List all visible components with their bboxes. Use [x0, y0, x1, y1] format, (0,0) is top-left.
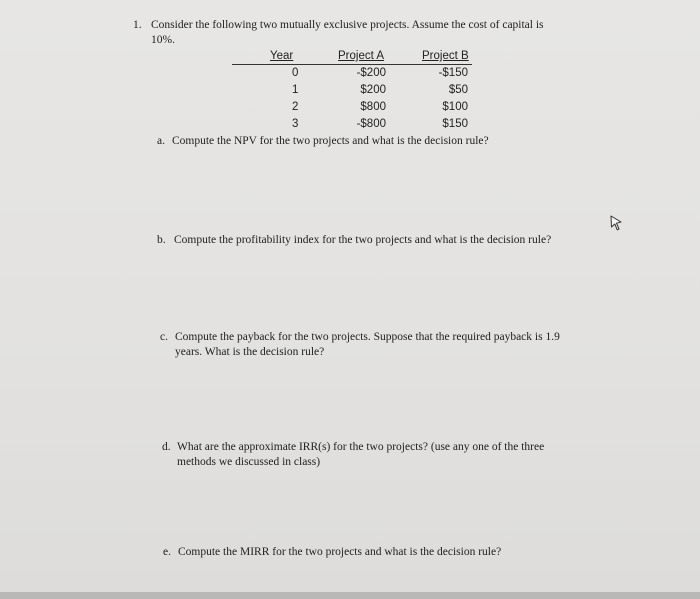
project-a-cell: -$800 — [356, 118, 386, 130]
project-b-cell: -$150 — [438, 67, 468, 79]
part-d-text-line2: methods we discussed in class) — [177, 456, 321, 468]
part-a-text: Compute the NPV for the two projects and what is the decision rule? — [172, 135, 489, 147]
part-c-text-line1: Compute the payback for the two projects. Suppose that the required payback is 1.9 — [175, 331, 560, 343]
project-b-cell: $150 — [442, 118, 468, 130]
year-cell: 3 — [292, 118, 299, 130]
question-text-line2: 10%. — [151, 34, 175, 46]
project-a-cell: -$200 — [356, 67, 386, 79]
question-number: 1. — [133, 19, 142, 31]
project-b-cell: $100 — [442, 101, 468, 113]
project-b-cell: $50 — [448, 84, 468, 96]
header-year: Year — [270, 50, 294, 62]
year-cell: 2 — [292, 101, 299, 113]
header-project-b: Project B — [422, 50, 469, 62]
part-a-label: a. — [157, 135, 165, 147]
project-a-cell: $200 — [360, 84, 386, 96]
question-text-line1: Consider the following two mutually exclusive projects. Assume the cost of capital is — [151, 19, 544, 31]
year-cell: 1 — [292, 84, 299, 96]
part-e-label: e. — [163, 546, 171, 558]
table-header-rule — [232, 64, 472, 65]
part-c-label: c. — [160, 331, 168, 343]
header-project-a: Project A — [338, 50, 385, 62]
part-d-text-line1: What are the approximate IRR(s) for the two projects? (use any one of the three — [177, 441, 545, 453]
mouse-pointer-icon — [609, 215, 623, 231]
year-cell: 0 — [292, 67, 299, 79]
paper-bottom-edge — [0, 592, 700, 599]
part-b-label: b. — [157, 234, 166, 246]
part-e-text: Compute the MIRR for the two projects and what is the decision rule? — [178, 546, 502, 558]
part-b-text: Compute the profitability index for the two projects and what is the decision rule? — [174, 234, 552, 246]
part-d-label: d. — [162, 441, 171, 453]
project-a-cell: $800 — [360, 101, 386, 113]
part-c-text-line2: years. What is the decision rule? — [175, 346, 325, 358]
